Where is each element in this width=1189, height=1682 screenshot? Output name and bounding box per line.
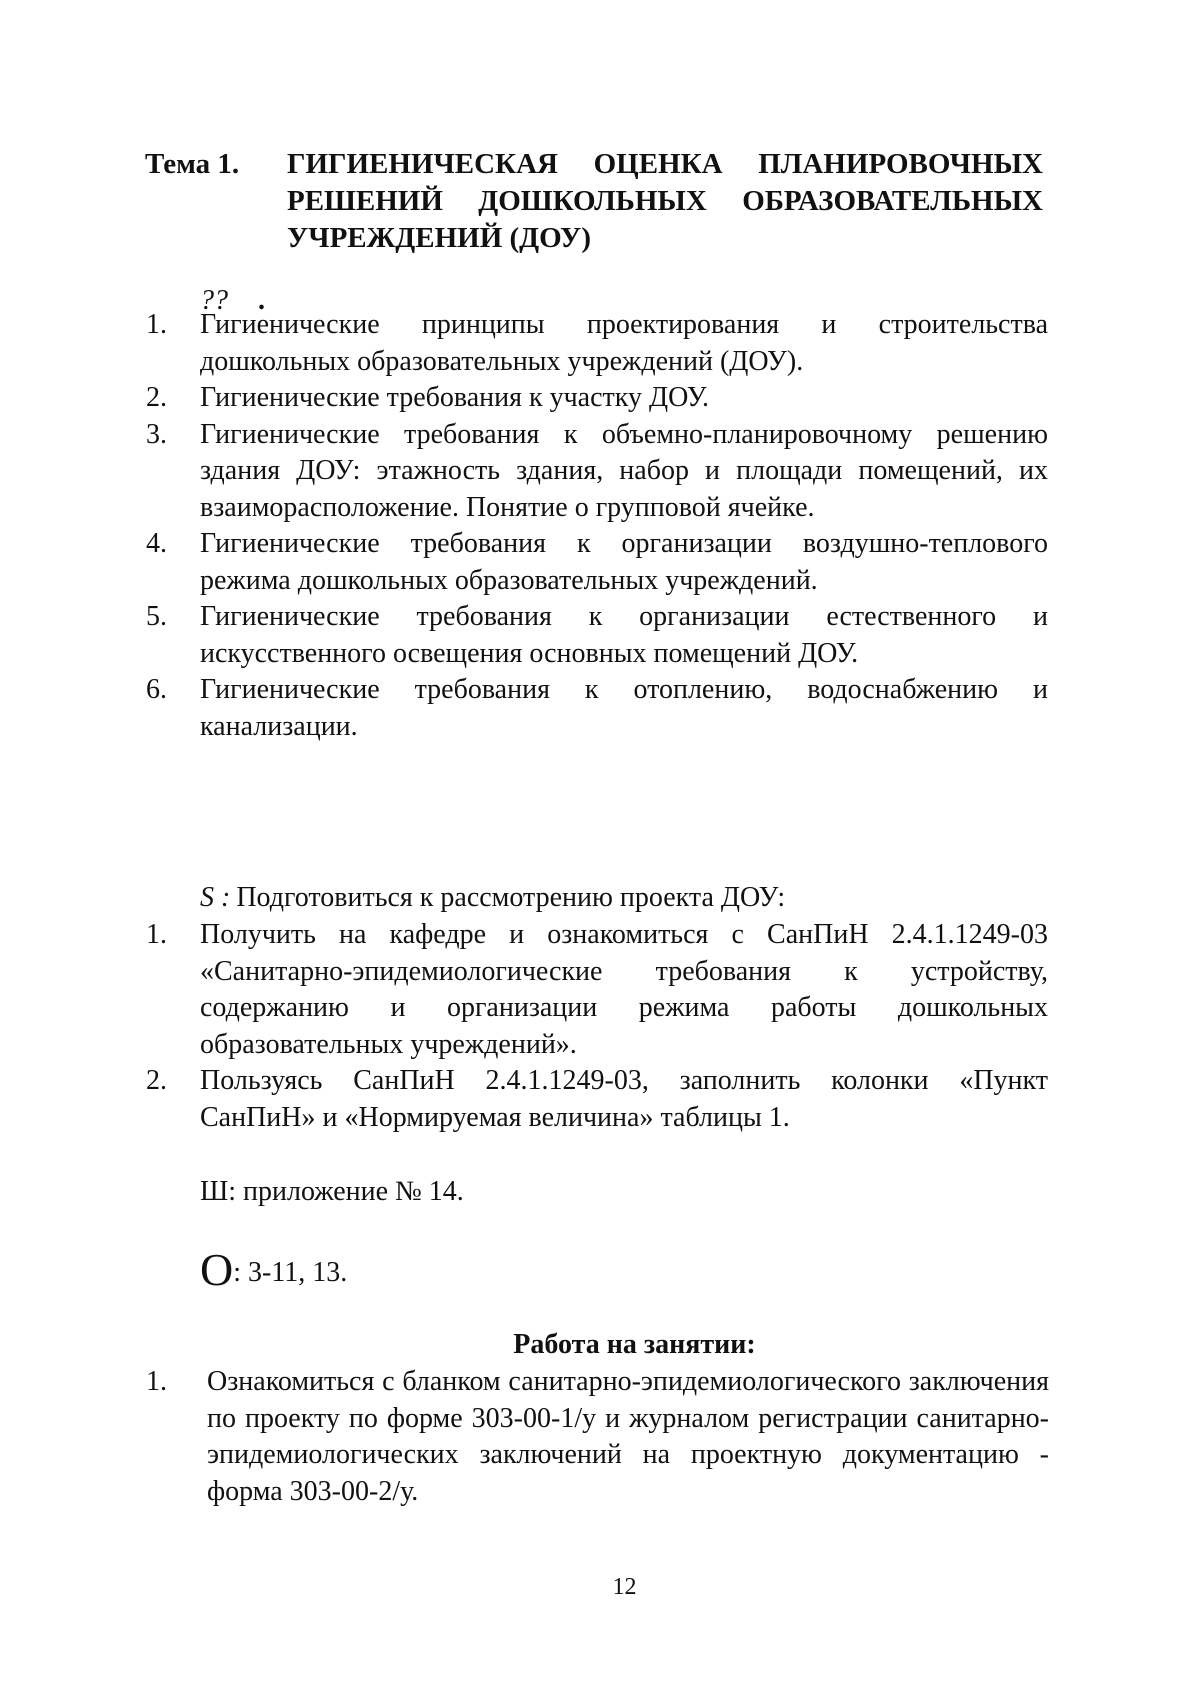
- questions-marker-dot: .: [258, 285, 265, 316]
- list-item-text: Гигиенические требования к объемно-планировочному решению здания ДОУ: этажность здания, набор и площади помещений, их взаиморасположение. Понятие о групповой ячейке.: [200, 418, 1048, 523]
- list-item-number: 1.: [146, 1366, 167, 1397]
- questions-list: [0, 307, 1189, 745]
- list-item-number: 4.: [146, 528, 167, 559]
- list-item-number: 3.: [146, 418, 167, 450]
- list-item-number: 1.: [146, 309, 167, 340]
- list-item-text: Пользуясь СанПиН 2.4.1.1249-03, заполнить колонки «Пункт СанПиН» и «Нормируемая величина» таблицы 1.: [200, 1065, 1048, 1133]
- list-item: [0, 307, 1189, 380]
- preparation-marker: S :: [200, 882, 231, 913]
- preparation-text: Подготовиться к рассмотрению проекта ДОУ:: [236, 882, 786, 913]
- list-item-text: Ознакомиться с бланком санитарно-эпидемиологического заключения по проекту по форме 303-00-1/у и журналом регистрации санитарно-эпидемиологических заключений на проектную документацию - форма 303-00-2/у.: [207, 1366, 1049, 1507]
- list-item: [0, 526, 1189, 599]
- list-item: [0, 380, 1189, 417]
- list-item-text: Получить на кафедре и ознакомиться с СанПиН 2.4.1.1249-03 «Санитарно-эпидемиологические требования к устройству, содержанию и организации режима работы дошкольных образовательных учреждений».: [200, 919, 1048, 1060]
- list-item-number: 2.: [146, 382, 167, 413]
- list-item: [0, 599, 1189, 672]
- preparation-list: [0, 917, 1189, 1136]
- appendix-text: приложение № 14.: [243, 1176, 464, 1207]
- list-item-text: Гигиенические требования к отоплению, водоснабжению и канализации.: [200, 674, 1048, 742]
- list-item-number: 2.: [146, 1065, 167, 1096]
- list-item-number: 1.: [146, 919, 167, 950]
- topic-heading: [145, 146, 1045, 257]
- literature-marker: О: [200, 1244, 234, 1295]
- list-item-text: Гигиенические принципы проектирования и строительства дошкольных образовательных учреждений (ДОУ).: [200, 309, 1048, 377]
- topic-label: Тема 1.: [145, 148, 240, 180]
- section-title: Работа на занятии:: [513, 1329, 756, 1360]
- list-item: [0, 1364, 1189, 1510]
- preparation-intro: [200, 880, 785, 917]
- list-item-number: 6.: [146, 674, 167, 705]
- page-number: 12: [612, 1574, 637, 1600]
- appendix-reference: [200, 1174, 464, 1210]
- list-item-text: Гигиенические требования к организации воздушно-теплового режима дошкольных образовательных учреждений.: [200, 528, 1048, 596]
- appendix-marker: Ш:: [200, 1176, 237, 1207]
- list-item-number: 5.: [146, 601, 167, 632]
- list-item: [0, 417, 1189, 527]
- questions-marker-symbol: ??: [200, 285, 228, 316]
- list-item: [0, 672, 1189, 745]
- literature-reference: [200, 1244, 348, 1295]
- list-item-text: Гигиенические требования к участку ДОУ.: [200, 382, 709, 413]
- class-tasks-list: [0, 1364, 1189, 1510]
- literature-text: : 3-11, 13.: [233, 1257, 348, 1288]
- topic-title: ГИГИЕНИЧЕСКАЯ ОЦЕНКА ПЛАНИРОВОЧНЫХ РЕШЕНИЙ ДОШКОЛЬНЫХ ОБРАЗОВАТЕЛЬНЫХ УЧРЕЖДЕНИЙ (ДОУ): [287, 148, 1043, 254]
- list-item: [0, 917, 1189, 1063]
- list-item-text: Гигиенические требования к организации естественного и искусственного освещения основных помещений ДОУ.: [200, 601, 1048, 669]
- list-item: [0, 1063, 1189, 1136]
